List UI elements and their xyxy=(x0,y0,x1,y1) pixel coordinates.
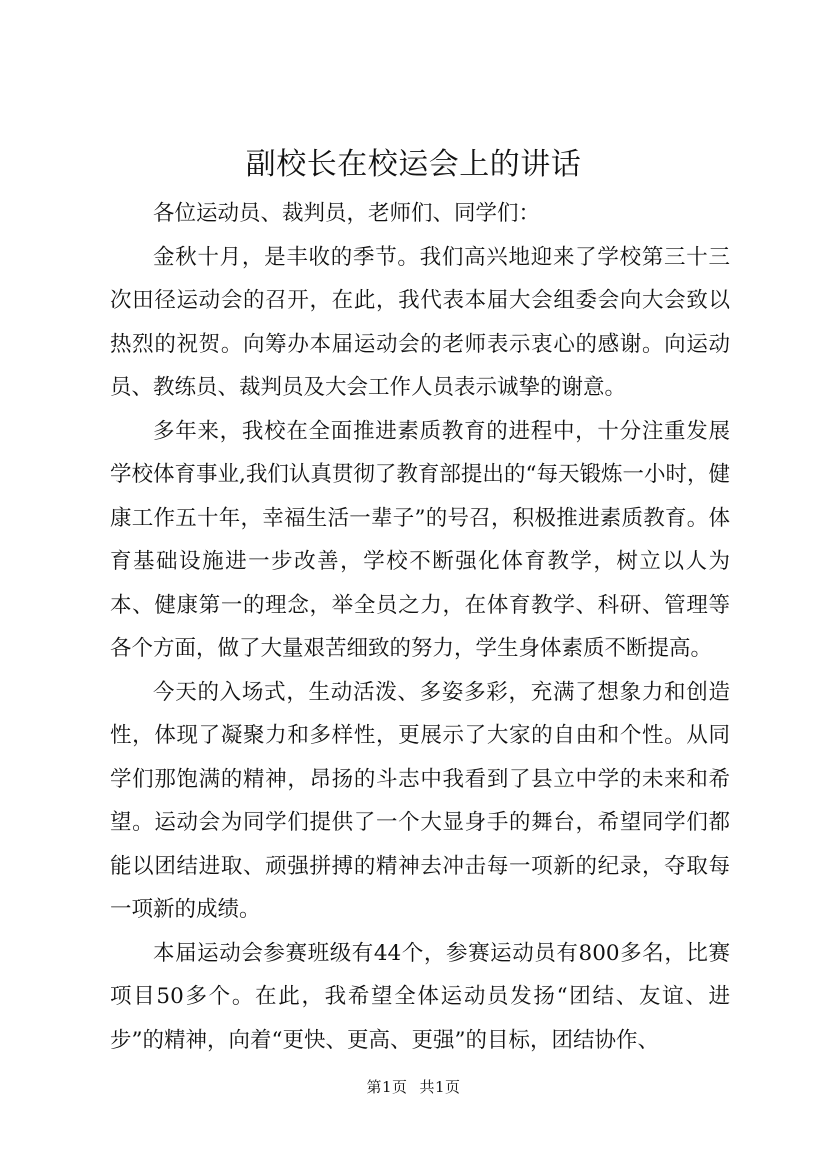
page-number: 第1页 xyxy=(366,1078,408,1096)
document-body xyxy=(110,192,730,1062)
body-paragraph-1: 金秋十月，是丰收的季节。我们高兴地迎来了学校第三十三次田径运动会的召开，在此，我代表本届大会组委会向大会致以热烈的祝贺。向筹办本届运动会的老师表示衷心的感谢。向运动员、教练员、裁判员及大会工作人员表示诚挚的谢意。 xyxy=(110,244,730,400)
page-total: 共1页 xyxy=(419,1078,461,1096)
body-paragraph-3: 今天的入场式，生动活泼、多姿多彩，充满了想象力和创造性，体现了凝聚力和多样性，更展示了大家的自由和个性。从同学们那饱满的精神，昂扬的斗志中我看到了县立中学的未来和希望。运动会为同学们提供了一个大显身手的舞台，希望同学们都能以团结进取、顽强拼搏的精神去冲击每一项新的纪录，夺取每一项新的成绩。 xyxy=(110,679,730,922)
document-title: 副校长在校运会上的讲话 xyxy=(245,147,582,182)
salutation-paragraph: 各位运动员、裁判员，老师们、同学们： xyxy=(153,201,541,226)
body-paragraph-4: 本届运动会参赛班级有44个，参赛运动员有800多名，比赛项目50多个。在此，我希望全体运动员发扬“团结、友谊、进步”的精神，向着“更快、更高、更强”的目标，团结协作、 xyxy=(110,940,730,1053)
body-paragraph-2: 多年来，我校在全面推进素质教育的进程中，十分注重发展学校体育事业,我们认真贯彻了教育部提出的“每天锻炼一小时，健康工作五十年，幸福生活一辈子”的号召，积极推进素质教育。体育基础设施进一步改善，学校不断强化体育教学，树立以人为本、健康第一的理念，举全员之力，在体育教学、科研、管理等各个方面，做了大量艰苦细致的努力，学生身体素质不断提高。 xyxy=(110,418,730,661)
page-footer xyxy=(0,1076,827,1098)
